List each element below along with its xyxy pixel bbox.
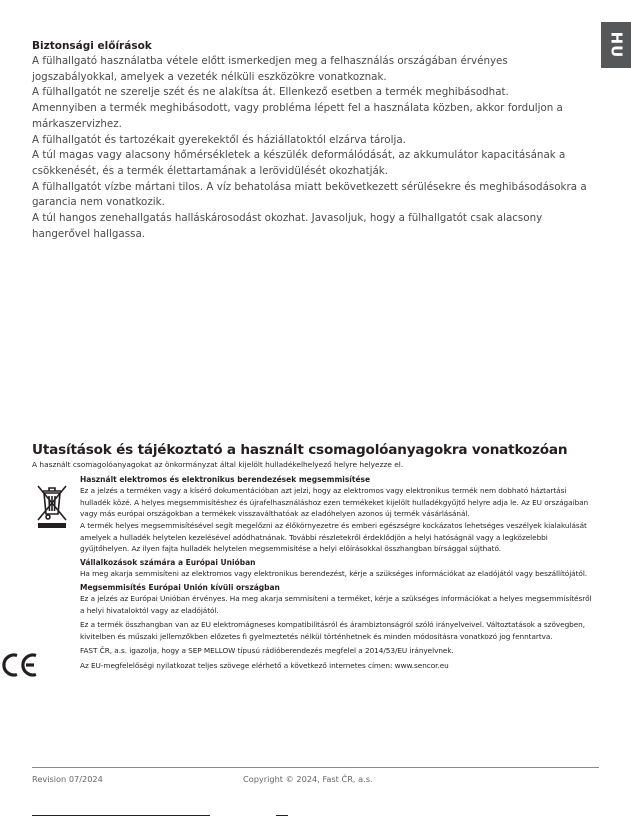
outside-eu-paragraph: Az EU-megfelelőségi nyilatkozat teljes szövege elérhető a következő internetes címen: www.sencor.eu bbox=[80, 661, 449, 671]
outside-eu-paragraph: FAST ČR, a.s. igazolja, hogy a SEP MELLOW típusú rádióberendezés megfelel a 2014/53/EU irányelvnek. bbox=[80, 646, 454, 656]
safety-title: Biztonsági előírások bbox=[32, 40, 152, 52]
language-tab bbox=[601, 22, 631, 68]
ce-mark-icon bbox=[0, 652, 40, 678]
bottom-edge-line bbox=[32, 815, 210, 816]
copyright-label: Copyright © 2024, Fast ČR, a.s. bbox=[243, 774, 373, 784]
electronics-disposal-block bbox=[32, 474, 592, 672]
bottom-edge-dash bbox=[276, 815, 288, 816]
safety-paragraph: A túl hangos zenehallgatás halláskárosodást okozhat. Javasoljuk, hogy a fülhallgatót csak alacsony hangerővel hallgassa. bbox=[32, 212, 543, 240]
business-disposal-paragraph: Ha meg akarja semmisíteni az elektromos vagy elektronikus berendezést, kérje a szükséges információkat az eladójától vagy beszállítójától. bbox=[80, 569, 588, 579]
disposal-title: Utasítások és tájékoztató a használt csomagolóanyagokra vonatkozóan bbox=[32, 442, 568, 458]
footer-divider bbox=[32, 767, 599, 768]
outside-eu-paragraph: Ez a jelzés az Európai Unióban érvényes. Ha meg akarja semmisíteni a terméket, kérje a szükséges információkat a helyes megsemmisítésről a helyi hivataloktól vagy az eladójától. bbox=[80, 594, 592, 615]
safety-paragraph: A túl magas vagy alacsony hőmérsékletek a készülék deformálódását, az akkumulátor kapacitásának a csökkenését, és a termék élettartamának a lerövidülését okozhatják. bbox=[32, 149, 566, 177]
crossed-out-wheelie-bin-icon bbox=[32, 482, 72, 530]
safety-section bbox=[32, 40, 592, 242]
safety-paragraph: A fülhallgatót ne szerelje szét és ne alakítsa át. Ellenkező esetben a termék meghibásodhat. bbox=[32, 86, 509, 99]
safety-paragraph: A fülhallgatót és tartozékait gyerekektől és háziállatoktól elzárva tárolja. bbox=[32, 133, 406, 146]
electronics-disposal-paragraph: A termék helyes megsemmisítésével segít megelőzni az élőkörnyezetre és emberi egészségre kockázatos lehetséges veszélyek kialakulását amelyek a hulladék helytelen kezelésével adódhatnának. További részletekről érdeklődjön a helyi hatóságnál vagy a legközelebbi gyűjtőhelyen. Az ilyen fajta hulladék helytelen megsemmisítése a helyi előírásokkal összhangban bírsággal sújtható. bbox=[80, 521, 587, 554]
language-tab-label: HU bbox=[606, 31, 625, 59]
safety-paragraph: A fülhallgatót vízbe mártani tilos. A víz behatolása miatt bekövetkezett sérülésekre és meghibásodásokra a garancia nem vonatkozik. bbox=[32, 180, 587, 209]
outside-eu-disposal-heading: Megsemmisítés Európai Unión kívüli országban bbox=[80, 582, 280, 592]
safety-paragraph: Amennyiben a termék meghibásodott, vagy probléma lépett fel a használata közben, akkor forduljon a márkaszervizhez. bbox=[32, 102, 563, 130]
business-disposal-heading: Vállalkozások számára a Európai Unióban bbox=[80, 557, 256, 567]
electronics-disposal-heading: Használt elektromos és elektronikus berendezések megsemmisítése bbox=[80, 475, 371, 484]
safety-paragraph: A fülhallgató használatba vétele előtt ismerkedjen meg a felhasználás országában érvényes jogszabályokkal, amelyek a vezeték nélküli eszközökre vonatkoznak. bbox=[32, 55, 508, 83]
revision-label: Revision 07/2024 bbox=[32, 774, 103, 784]
disposal-section bbox=[32, 442, 592, 672]
outside-eu-paragraph: Ez a termék összhangban van az EU elektromágneses kompatibilitásról és árambiztonságról szóló irányelveivel. Változtatások a szövegben, kivitelben és műszaki jellemzőkben előzetes fi gyelmeztetés nélkül történhetnek és minden módosításra vonatkozó jog fenntartva. bbox=[80, 620, 586, 641]
disposal-subtitle: A használt csomagolóanyagokat az önkormányzat által kijelölt hulladékelhelyező helyre helyezze el. bbox=[32, 460, 404, 469]
electronics-disposal-paragraph: Ez a jelzés a terméken vagy a kísérő dokumentációban azt jelzi, hogy az elektromos vagy elektronikus termék nem dobható háztartási hulladék közé. A helyes megsemmisítéshez és újrafelhasználáshoz ezen termékeket kijelölt hulladékgyűjtő helyre adja le. Az EU országaiban vagy más európai országokban a termékek visszaválthatóak az eladóhelyen azonos új termék vásárlásánál. bbox=[80, 486, 589, 519]
